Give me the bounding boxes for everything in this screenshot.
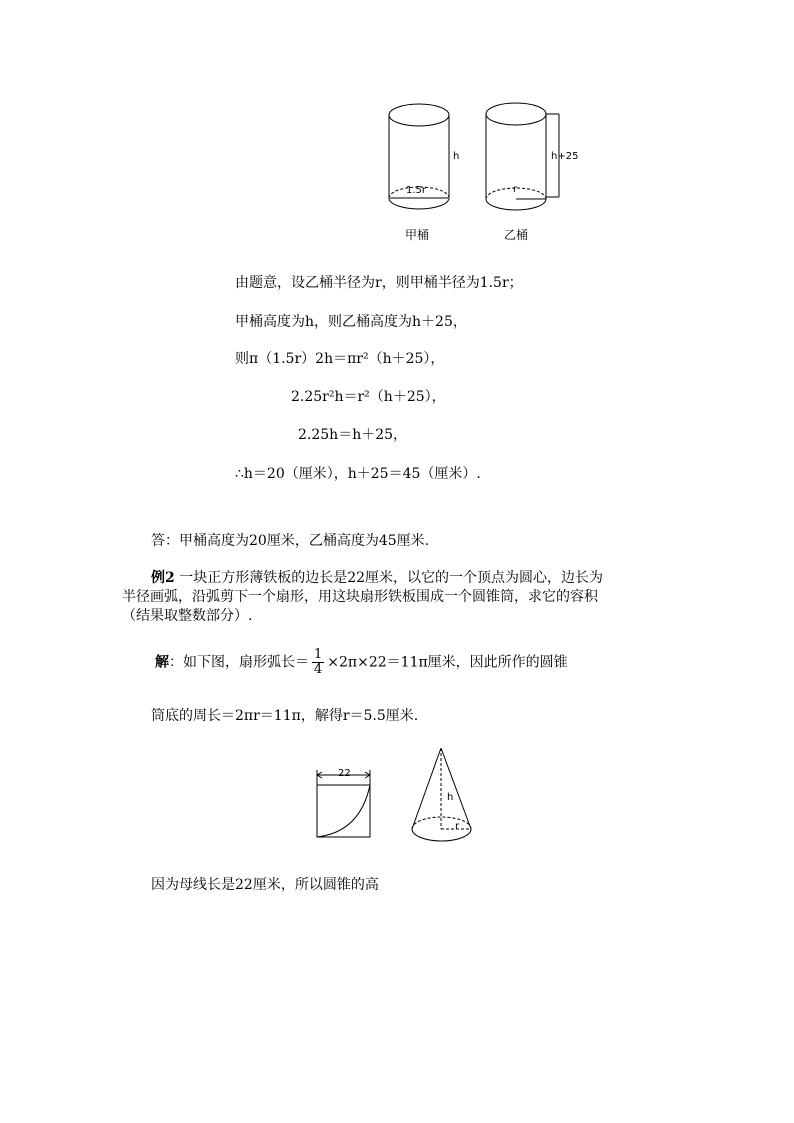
answer1: 答：甲桶高度为20厘米，乙桶高度为45厘米.: [151, 533, 430, 549]
label-h-a: h: [453, 151, 460, 162]
sector-arc: [317, 785, 370, 837]
solution2-label: 解: [155, 654, 169, 671]
solution1-line1: 由题意，设乙桶半径为r，则甲桶半径为1.5r；: [235, 275, 523, 291]
solution2-line2: 筒底的周长＝2πr＝11π，解得r＝5.5厘米.: [151, 708, 419, 724]
example2-line2: 半径画弧，沿弧剪下一个扇形，用这块扇形铁板围成一个圆锥筒，求它的容积: [122, 589, 598, 605]
fraction-numerator: 1: [314, 647, 323, 662]
label-22: 22: [338, 768, 351, 779]
square-sheet: [317, 785, 370, 837]
solution1-line3: 则π（1.5r）2h＝πr²（h＋25），: [235, 351, 445, 367]
label-cone-h: h: [447, 792, 454, 803]
solution2-pre: ：如下图，扇形弧长＝: [169, 654, 309, 671]
label-h25: h+25: [551, 151, 579, 162]
cylinders-figure: [0, 0, 794, 260]
example2-line1: [151, 569, 603, 587]
cone: [412, 748, 471, 841]
caption-jia-tong: 甲桶: [405, 228, 430, 242]
label-r-b: r: [513, 184, 518, 195]
example2-line3: （结果取整数部分）.: [122, 608, 253, 624]
label-1-5r: 1.5r: [406, 185, 427, 196]
solution1-line5: 2.25h＝h＋25，: [298, 427, 408, 443]
fraction-denominator: 4: [314, 662, 323, 677]
final-line: 因为母线长是22厘米，所以圆锥的高: [151, 877, 379, 893]
example2-text1: 一块正方形薄铁板的边长是22厘米，以它的一个顶点为圆心，边长为: [174, 570, 604, 586]
solution2-post: ×2π×22＝11π厘米，因此所作的圆锥: [327, 654, 568, 671]
example2-label: 例2: [151, 570, 175, 586]
cylinder-b: [486, 103, 559, 210]
square-cone-figure: [0, 740, 794, 860]
solution1-line2: 甲桶高度为h，则乙桶高度为h＋25，: [235, 314, 467, 330]
solution1-line4: 2.25r²h＝r²（h＋25），: [291, 389, 446, 405]
label-cone-r: r: [455, 821, 460, 832]
fraction-one-quarter: [312, 648, 324, 677]
solution2-line1: [155, 648, 568, 677]
caption-yi-tong: 乙桶: [504, 228, 529, 242]
solution1-line6: ∴h＝20（厘米），h＋25＝45（厘米）.: [235, 466, 481, 482]
